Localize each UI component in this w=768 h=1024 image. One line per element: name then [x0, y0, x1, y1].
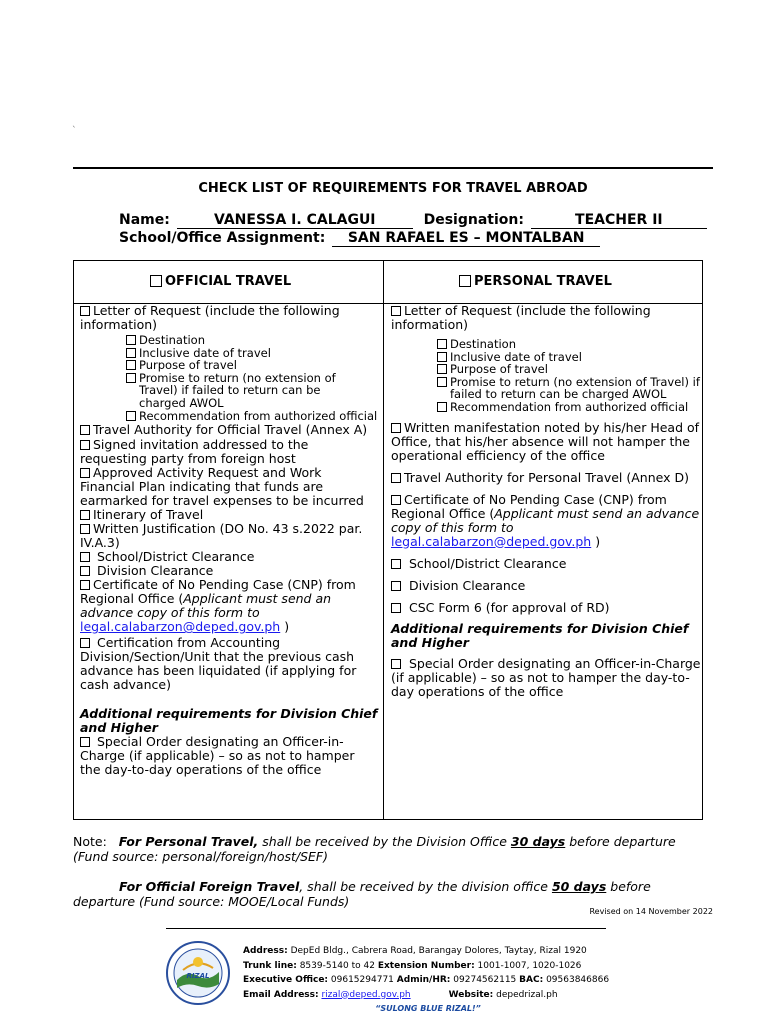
checkbox[interactable] [126, 411, 136, 421]
checkbox[interactable] [80, 580, 90, 590]
official-item [80, 735, 378, 777]
item-note: Applicant must send an advance copy of this form to [80, 591, 332, 621]
note-official [73, 879, 713, 909]
personal-item [391, 557, 701, 571]
footer-value: 09274562115 [453, 975, 517, 985]
item-text: Recommendation from authorized official [450, 399, 689, 414]
item-text: Destination [450, 337, 516, 351]
personal-travel-checkbox[interactable] [459, 275, 471, 287]
school-row [119, 230, 600, 247]
footer-label: BAC: [519, 975, 544, 985]
item-text: School/District Clearance [97, 549, 255, 565]
footer-value: DepEd Bldg., Cabrera Road, Barangay Dolores, Taytay, Rizal 1920 [290, 946, 587, 956]
official-item [80, 508, 378, 522]
checkbox[interactable] [126, 335, 136, 345]
footer-label: Website: [448, 989, 494, 1000]
name-designation-row [119, 212, 707, 229]
note-days: 50 days [551, 879, 607, 894]
footer-value: 09615294771 [330, 975, 394, 985]
item-text: Letter of Request (include the following information) [391, 303, 651, 332]
official-item [80, 636, 378, 692]
official-letter-subitems [80, 334, 378, 422]
deped-rizal-seal-icon [165, 940, 231, 1006]
checkbox[interactable] [126, 373, 136, 383]
personal-item [391, 421, 701, 463]
item-text: Written Justification (DO No. 43 s.2022 par. IV.A.3) [80, 521, 363, 551]
checkbox[interactable] [80, 510, 90, 520]
sub-item [126, 372, 349, 410]
item-text: Written manifestation noted by his/her Head of Office, that his/her absence will not hamper the operational efficiency of the office [391, 419, 700, 463]
note-text: shall be received by the Division Office [258, 834, 511, 849]
footer-website[interactable]: depedrizal.ph [496, 989, 558, 1000]
footer-email-line [243, 988, 609, 1003]
checkbox[interactable] [80, 440, 90, 450]
checkbox[interactable] [126, 360, 136, 370]
official-additional-heading: Additional requirements for Division Chief and Higher [80, 706, 378, 736]
checkbox[interactable] [80, 566, 90, 576]
footer-value: 09563846866 [546, 975, 610, 985]
official-item [80, 522, 378, 550]
item-text: Approved Activity Request and Work Financial Plan indicating that funds are earmarked for travel expenses to be incurred [80, 465, 364, 509]
name-field[interactable] [177, 213, 413, 229]
checkbox[interactable] [80, 638, 90, 648]
item-text: School/District Clearance [409, 555, 567, 571]
official-item [80, 423, 378, 437]
item-text: Certification from Accounting Division/Section/Unit that the previous cash advance has been liquidated (if applying for cash advance) [80, 635, 357, 693]
slogan: “SULONG BLUE RIZAL!” [375, 1004, 481, 1013]
footer-contact [243, 944, 609, 1002]
item-text: Signed invitation addressed to the requesting party from foreign host [80, 437, 309, 467]
school-field[interactable] [332, 231, 600, 247]
item-text: Travel Authority for Personal Travel (Annex D) [404, 469, 689, 485]
personal-item [391, 579, 701, 593]
footer-value: 8539-5140 to 42 [299, 960, 375, 971]
personal-item [391, 601, 701, 615]
personal-cnp-item [391, 493, 701, 549]
checkbox[interactable] [437, 364, 447, 374]
checkbox[interactable] [437, 402, 447, 412]
official-travel-header [150, 274, 291, 289]
item-text: Letter of Request (include the following information) [80, 303, 340, 332]
note-text: , shall be received by the division office [299, 879, 552, 894]
item-text: Purpose of travel [450, 362, 548, 377]
checkbox[interactable] [80, 737, 90, 747]
footer-label: Extension Number: [377, 960, 475, 971]
footer-value: 1001-1007, 1020-1026 [477, 960, 582, 971]
official-travel-checkbox[interactable] [150, 275, 162, 287]
note-text: before departure (Fund source: MOOE/Local Funds) [73, 879, 651, 909]
official-item [80, 438, 378, 466]
note-text: before departure (Fund source: personal/foreign/host/SEF) [73, 834, 676, 864]
sub-item [126, 410, 378, 423]
item-text: Promise to return (no extension of Travel) if failed to return can be charged AWOL [450, 374, 700, 402]
checkbox[interactable] [437, 352, 447, 362]
official-letter-item [80, 304, 378, 332]
stray-mark: ` [72, 126, 77, 136]
designation-label: Designation: [423, 212, 524, 228]
checkbox[interactable] [391, 495, 401, 505]
checkbox[interactable] [126, 348, 136, 358]
seal-text: RIZAL [186, 972, 210, 980]
item-text: ) [591, 533, 601, 549]
checkbox[interactable] [391, 559, 401, 569]
official-item [80, 466, 378, 508]
item-text: Division Clearance [409, 577, 526, 593]
item-text: Division Clearance [97, 563, 214, 579]
item-text: Promise to return (no extension of Travel) if failed to return can be charged AWOL [139, 370, 336, 410]
designation-value: TEACHER II [575, 212, 663, 228]
sub-item [437, 376, 712, 401]
checkbox[interactable] [391, 306, 401, 316]
school-value: SAN RAFAEL ES – MONTALBAN [347, 230, 585, 246]
designation-field[interactable] [531, 213, 707, 229]
footer-label: Admin/HR: [396, 975, 451, 985]
checkbox[interactable] [80, 425, 90, 435]
personal-column [391, 304, 701, 699]
item-text: Special Order designating an Officer-in-Charge (if applicable) – so as not to hamper the day-to-day operations of the office [80, 734, 355, 778]
school-label: School/Office Assignment: [119, 230, 326, 246]
footer-email-link[interactable]: rizal@deped.gov.ph [321, 989, 411, 1000]
official-item [80, 564, 378, 578]
checkbox[interactable] [391, 423, 401, 433]
checkbox[interactable] [391, 603, 401, 613]
official-travel-label: OFFICIAL TRAVEL [165, 274, 292, 289]
footer-phone-line [243, 973, 609, 988]
footer-label: Address: [243, 946, 288, 956]
item-text: CSC Form 6 (for approval of RD) [409, 599, 610, 615]
name-value: VANESSA I. CALAGUI [213, 212, 376, 228]
checkbox[interactable] [437, 339, 447, 349]
footer-label: Executive Office: [243, 975, 329, 985]
note-emphasis: For Personal Travel, [118, 834, 259, 849]
personal-additional-heading: Additional requirements for Division Chief and Higher [391, 620, 689, 650]
checkbox[interactable] [391, 581, 401, 591]
official-cnp-item [80, 578, 378, 634]
item-text: Itinerary of Travel [93, 507, 204, 523]
item-text: ) [280, 619, 290, 635]
footer-label: Email Address: [243, 989, 319, 1000]
header-rule [73, 167, 713, 169]
checkbox[interactable] [80, 306, 90, 316]
personal-item [391, 657, 701, 699]
revision-date: Revised on 14 November 2022 [589, 907, 713, 916]
personal-travel-header [459, 274, 612, 289]
personal-letter-subitems [391, 338, 701, 414]
footer-label: Trunk line: [243, 960, 297, 971]
note-personal [73, 834, 713, 864]
item-note: Applicant must send an advance copy of this form to [391, 505, 700, 535]
footer-address-line [243, 944, 609, 959]
checkbox[interactable] [391, 659, 401, 669]
official-column [80, 304, 378, 777]
note-emphasis: For Official Foreign Travel [119, 879, 300, 894]
sub-item [437, 401, 701, 414]
footer-trunk-line [243, 959, 609, 974]
checkbox[interactable] [80, 524, 90, 534]
item-text: Certificate of No Pending Case (CNP) from Regional Office ( [391, 491, 667, 521]
personal-letter-item [391, 304, 701, 332]
item-text: Travel Authority for Official Travel (Annex A) [93, 422, 368, 438]
footer-rule [166, 928, 606, 929]
item-text: Destination [139, 333, 205, 347]
item-text: Inclusive date of travel [139, 345, 271, 360]
checkbox[interactable] [80, 552, 90, 562]
personal-travel-label: PERSONAL TRAVEL [474, 274, 612, 289]
checkbox[interactable] [437, 377, 447, 387]
checkbox[interactable] [80, 468, 90, 478]
name-label: Name: [119, 212, 170, 228]
item-text: Special Order designating an Officer-in-Charge (if applicable) – so as not to hamper the day-to-day operations of the office [391, 655, 701, 699]
email-link[interactable]: legal.calabarzon@deped.gov.ph [391, 533, 592, 549]
note-days: 30 days [510, 834, 566, 849]
page-title: CHECK LIST OF REQUIREMENTS FOR TRAVEL ABROAD [198, 181, 588, 196]
column-divider [383, 260, 384, 820]
item-text: Certificate of No Pending Case (CNP) from Regional Office ( [80, 577, 356, 607]
note-label: Note: [73, 834, 107, 849]
item-text: Inclusive date of travel [450, 349, 582, 364]
item-text: Purpose of travel [139, 358, 237, 373]
official-item [80, 550, 378, 564]
checkbox[interactable] [391, 473, 401, 483]
email-link[interactable]: legal.calabarzon@deped.gov.ph [80, 619, 281, 635]
item-text: Recommendation from authorized official [139, 408, 378, 423]
personal-item [391, 471, 701, 485]
